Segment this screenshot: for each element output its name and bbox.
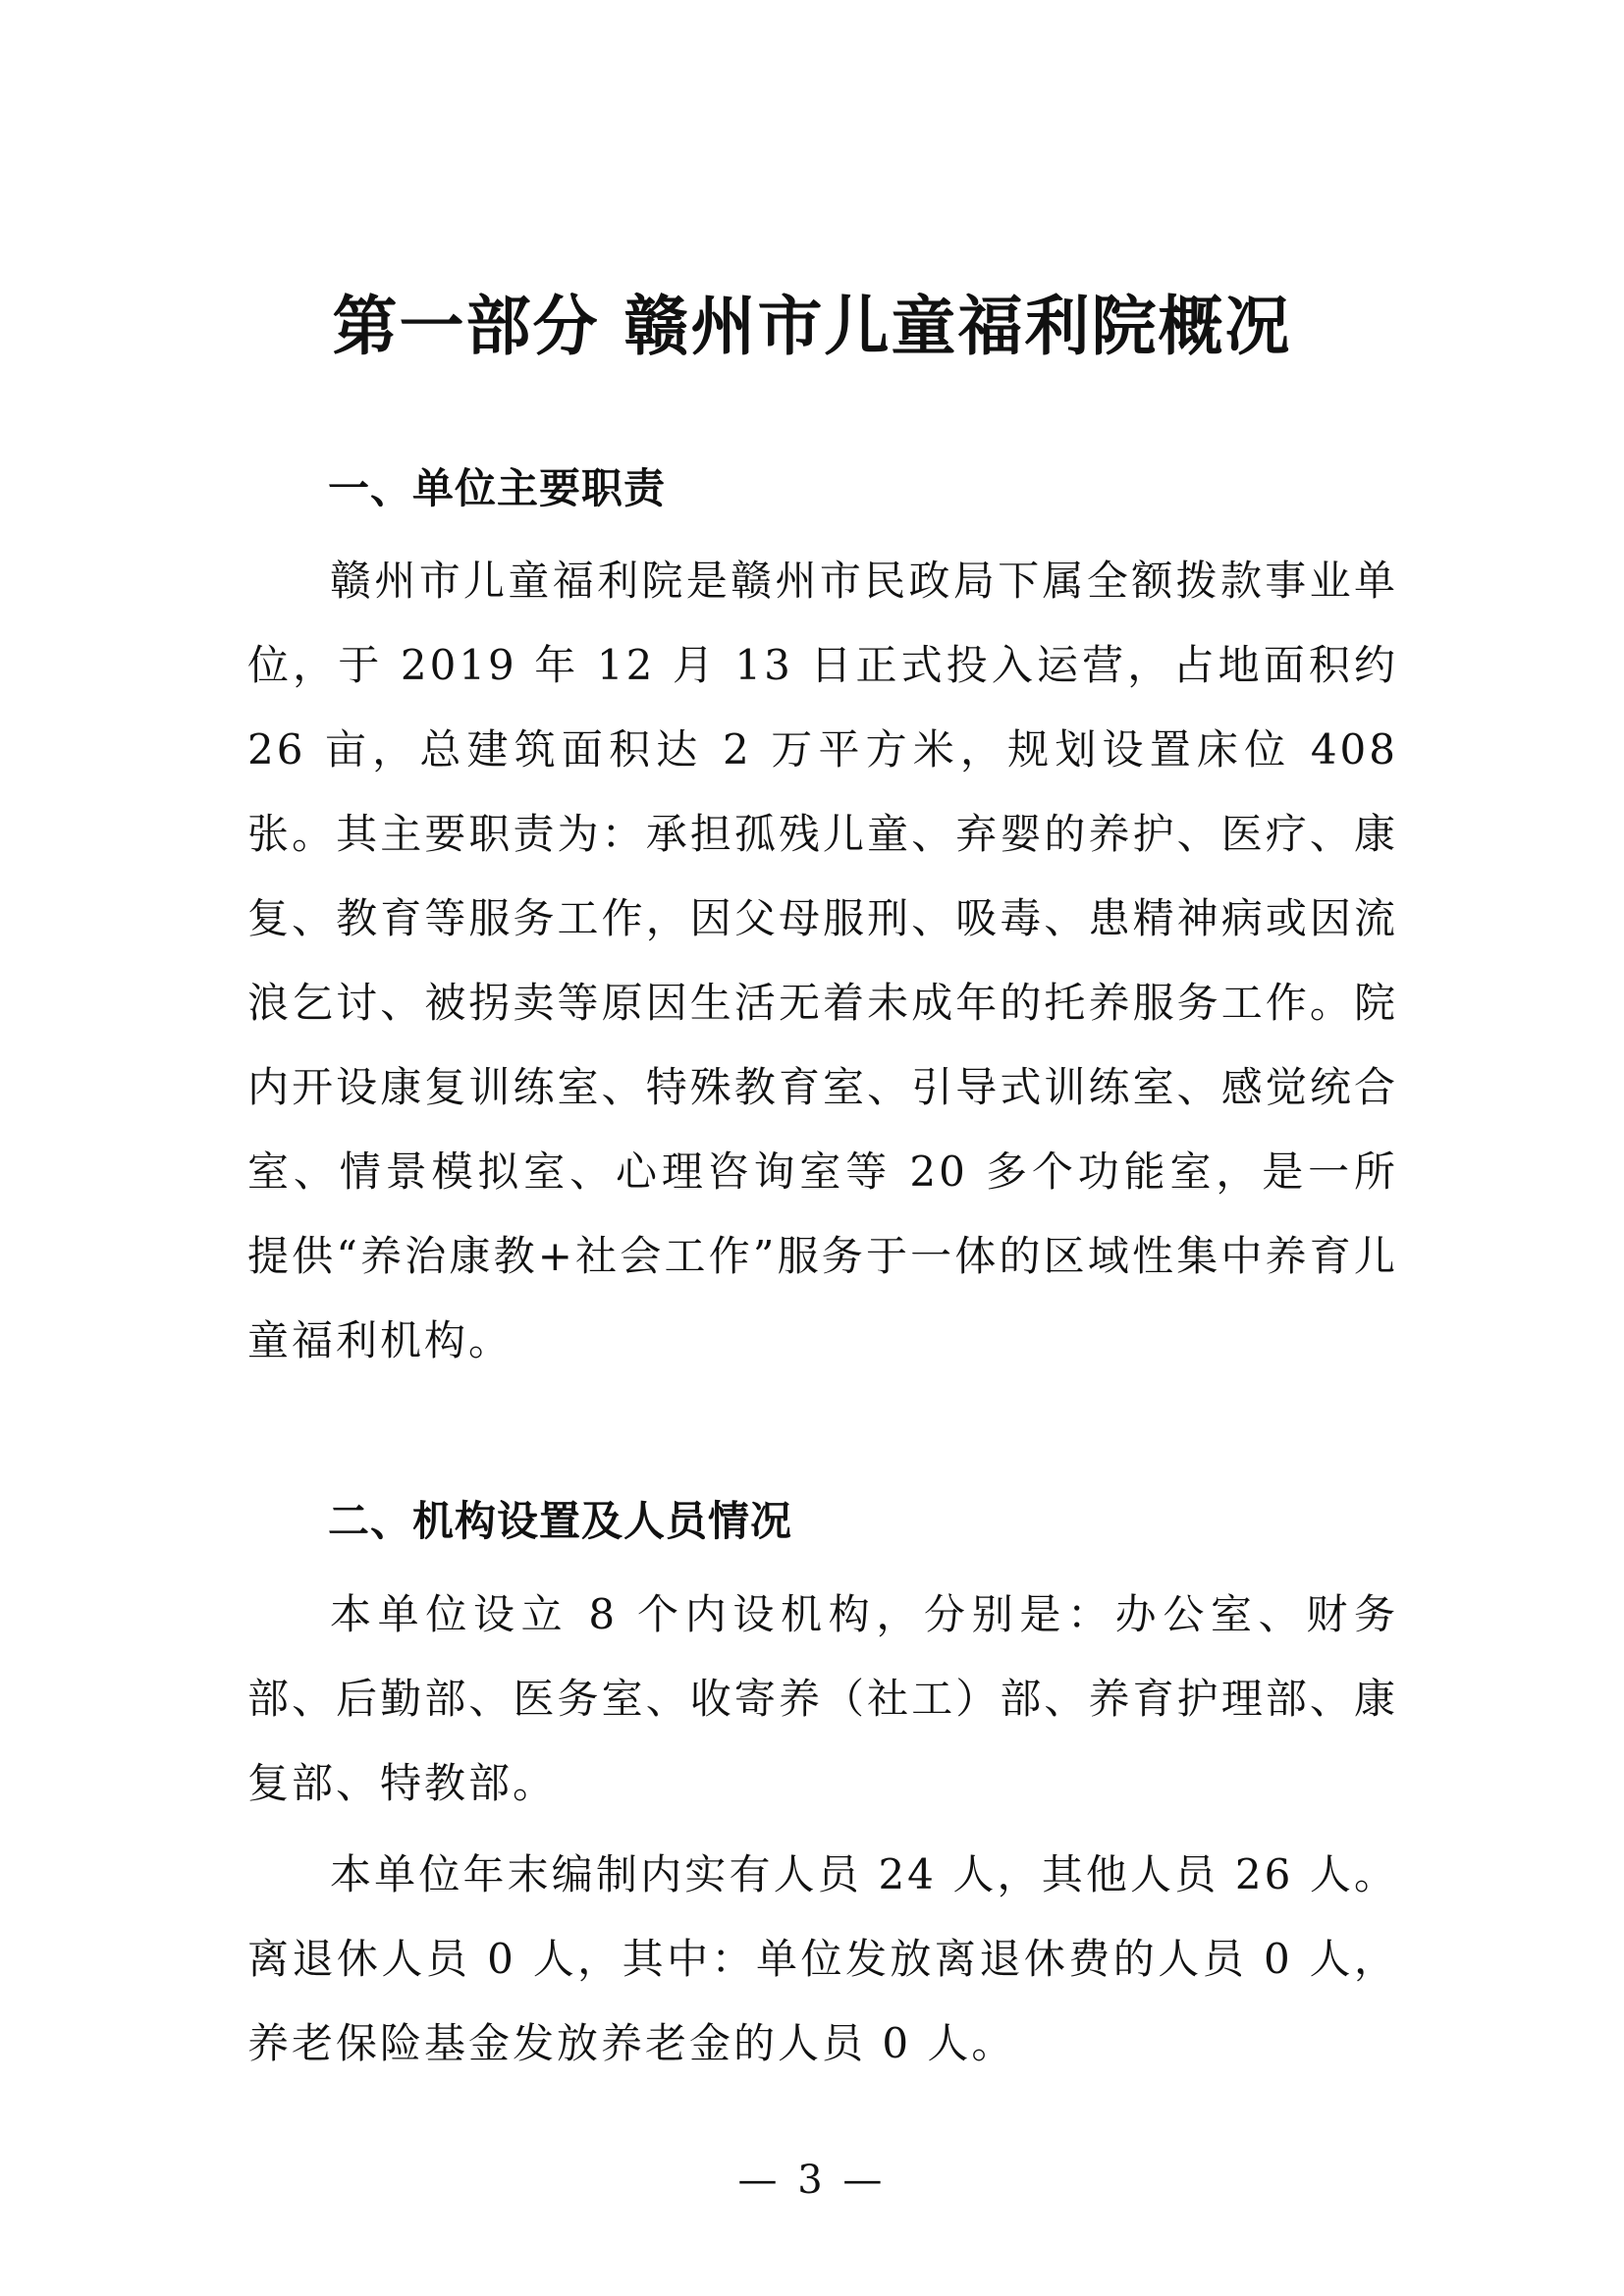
page-title: 第一部分 赣州市儿童福利院概况 [332,289,1292,364]
section-heading-organization: 二、机构设置及人员情况 [328,1497,793,1545]
paragraph-staff: 本单位年末编制内实有人员 24 人，其他人员 26 人。离退休人员 0 人，其中：单位发放离退休费的人员 0 人，养老保险基金发放养老金的人员 0 人。 [247,1850,1398,2067]
page-number: — 3 — [737,2158,887,2203]
section-heading-duties: 一、单位主要职责 [328,464,667,512]
paragraph-duties: 赣州市儿童福利院是赣州市民政局下属全额拨款事业单位，于 2019 年 12 月 13 日正式投入运营，占地面积约 26 亩，总建筑面积达 2 万平方米，规划设置床位 408 张。其主要职责为：承担孤残儿童、弃婴的养护、医疗、康复、教育等服务工作，因父母服刑、吸毒、患精神病或因流浪乞讨、被拐卖等原因生活无着未成年的托养服务工作。院内开设康复训练室、特殊教育室、引导式训练室、感觉统合室、情景模拟室、心理咨询室等 20 多个功能室，是一所提供“养治康教+社会工作”服务于一体的区域性集中养育儿童福利机构。 [247,557,1398,1364]
paragraph-departments: 本单位设立 8 个内设机构，分别是：办公室、财务部、后勤部、医务室、收寄养（社工）部、养育护理部、康复部、特教部。 [247,1590,1398,1807]
